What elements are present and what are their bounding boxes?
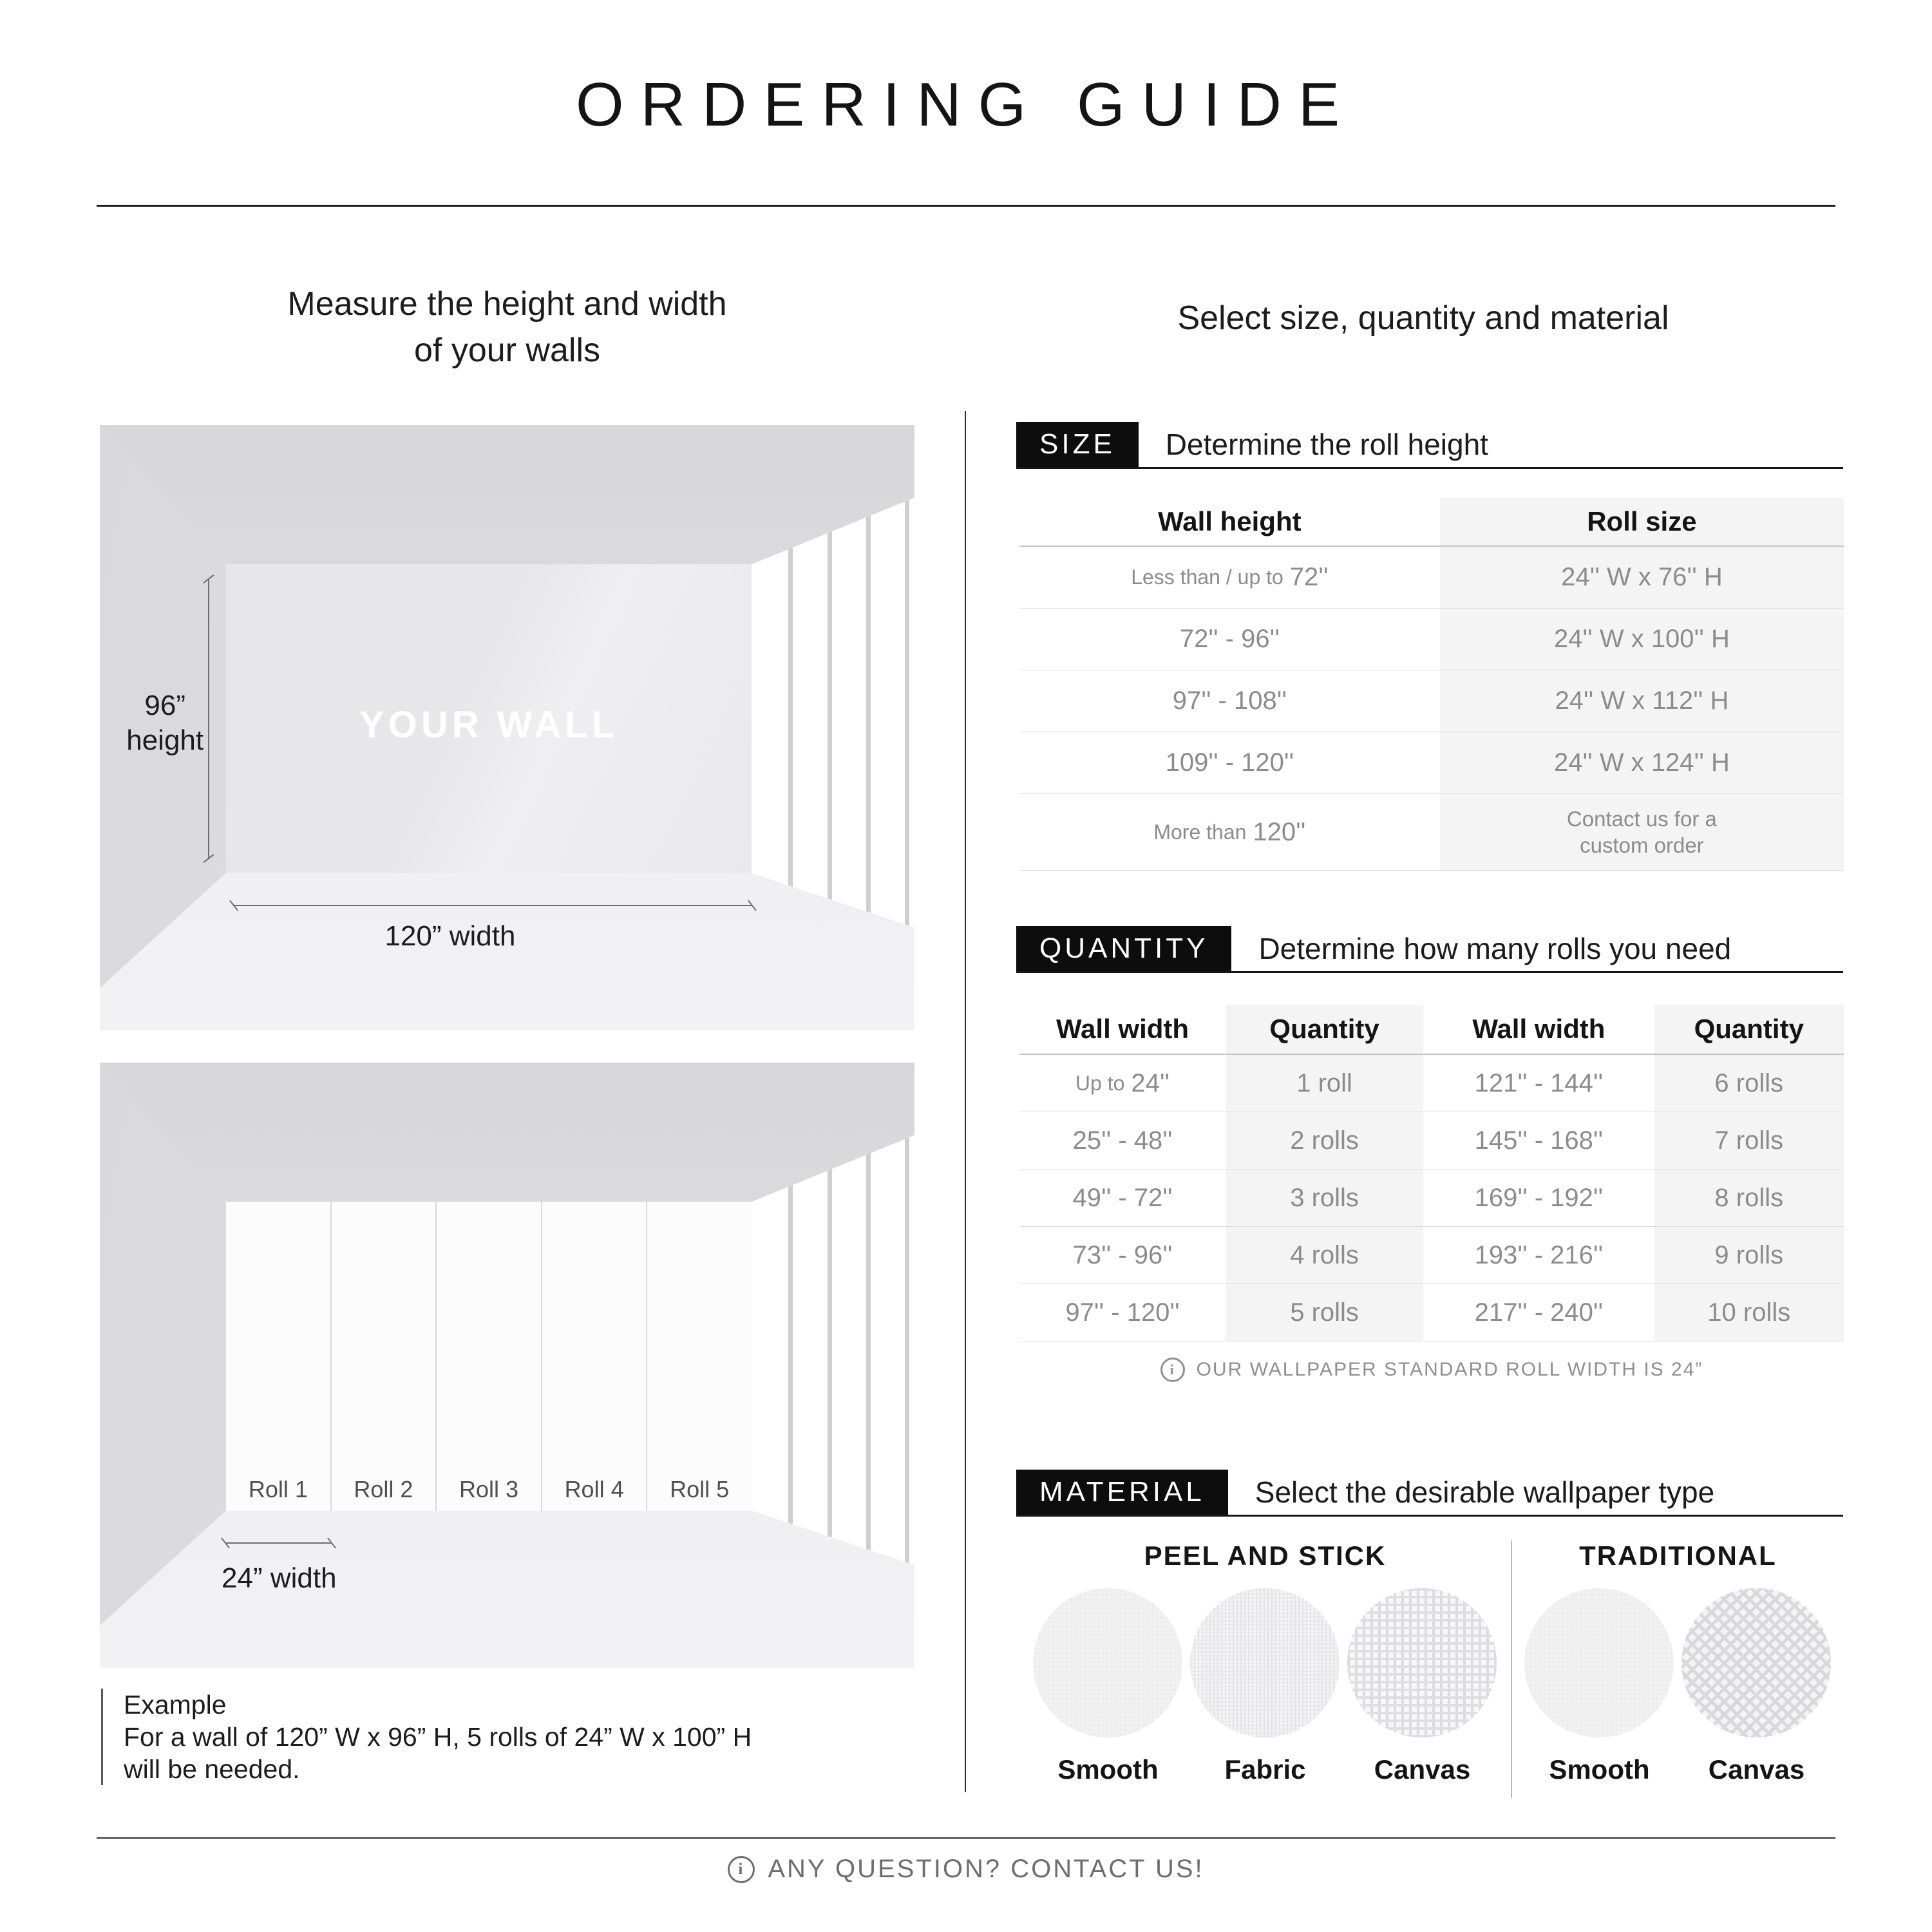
wall-width-cell: 169'' - 192''	[1474, 1183, 1604, 1212]
height-word: height	[126, 724, 204, 756]
swatch-label: Fabric	[1224, 1754, 1306, 1785]
room-illustration-measure	[100, 425, 914, 1030]
quantity-table-row	[1019, 1284, 1844, 1341]
roll-width-note	[1019, 1358, 1844, 1382]
quantity-table-row	[1019, 1055, 1844, 1112]
left-heading-line2: of your walls	[414, 332, 600, 369]
wall-height-cell: 97'' - 108''	[1172, 687, 1287, 715]
swatch-fabric-icon	[1190, 1588, 1340, 1738]
roll-panel	[647, 1202, 752, 1510]
wall-width-cell: Up to 24''	[1075, 1068, 1170, 1097]
wall-width-cell: 121'' - 144''	[1474, 1068, 1604, 1097]
quantity-table-header-row	[1019, 1005, 1844, 1055]
quantity-col-header: Quantity	[1654, 1005, 1844, 1054]
swatch-label-row	[1524, 1754, 1831, 1785]
material-group-title: TRADITIONAL	[1579, 1540, 1777, 1571]
swatch-label-row	[1033, 1754, 1497, 1785]
wall-width-cell: 97'' - 120''	[1065, 1298, 1180, 1327]
size-table-header-row	[1019, 498, 1844, 547]
quantity-cell: 5 rolls	[1226, 1284, 1423, 1341]
quantity-section-header	[1016, 926, 1843, 973]
window-mullion	[905, 1123, 909, 1577]
roll-width-note-text: OUR WALLPAPER STANDARD ROLL WIDTH IS 24”	[1196, 1359, 1703, 1380]
window-mullion	[866, 1123, 871, 1577]
wall-height-cell: 109'' - 120''	[1165, 748, 1294, 777]
page-title: ORDERING GUIDE	[575, 70, 1357, 139]
swatch-label: Smooth	[1057, 1754, 1159, 1785]
quantity-cell: 10 rolls	[1654, 1284, 1844, 1341]
info-icon: i	[728, 1856, 755, 1883]
size-table-row	[1019, 732, 1844, 794]
roll-size-cell: 24'' W x 124'' H	[1440, 732, 1844, 793]
roll-width-label: 24” width	[222, 1562, 337, 1594]
quantity-col-header: Wall width	[1472, 1014, 1605, 1044]
swatch-label: Canvas	[1708, 1754, 1805, 1785]
left-heading-line1: Measure the height and width	[287, 285, 727, 323]
window-mullion	[905, 486, 909, 940]
quantity-table-row	[1019, 1227, 1844, 1284]
right-column-heading: Select size, quantity and material	[1177, 299, 1669, 337]
swatch-label: Canvas	[1374, 1754, 1471, 1785]
roll-panel	[542, 1202, 648, 1510]
roll-panel-label: Roll 3	[459, 1475, 519, 1502]
roll-size-cell: Contact us for a custom order	[1440, 794, 1844, 870]
size-table	[1019, 498, 1844, 871]
material-group-title: PEEL AND STICK	[1144, 1540, 1387, 1571]
footer-note	[0, 1855, 1932, 1884]
roll-panel-label: Roll 5	[670, 1475, 730, 1502]
roll-panel-label: Roll 4	[564, 1475, 624, 1502]
wall-height-cell: Less than / up to 72''	[1131, 563, 1329, 591]
roll-panel-label: Roll 2	[354, 1475, 413, 1502]
roll-width-dimension-line	[226, 1542, 331, 1544]
size-col-wall-height: Wall height	[1158, 506, 1302, 536]
quantity-cell: 4 rolls	[1226, 1227, 1423, 1283]
height-dimension-label	[112, 688, 218, 758]
roll-panel-label: Roll 1	[248, 1475, 308, 1502]
quantity-cell: 2 rolls	[1226, 1112, 1423, 1169]
swatch-row	[1033, 1588, 1497, 1738]
material-group-traditional	[1512, 1540, 1844, 1798]
roll-size-cell: 24'' W x 112'' H	[1440, 670, 1844, 732]
wall-width-cell: 217'' - 240''	[1474, 1298, 1604, 1327]
size-col-roll-size: Roll size	[1440, 498, 1844, 545]
roll-size-cell: 24'' W x 76'' H	[1440, 547, 1844, 608]
roll-panel	[332, 1202, 437, 1510]
quantity-table	[1019, 1005, 1844, 1341]
material-section-header	[1016, 1470, 1843, 1517]
example-line2: will be needed.	[124, 1754, 300, 1784]
quantity-badge: QUANTITY	[1016, 926, 1231, 971]
footer-divider	[97, 1837, 1835, 1839]
swatch-row	[1524, 1588, 1831, 1738]
example-note	[101, 1689, 980, 1785]
quantity-col-header: Wall width	[1056, 1014, 1189, 1044]
wall-height-cell: 72'' - 96''	[1179, 625, 1280, 653]
wall-width-cell: 25'' - 48''	[1072, 1126, 1173, 1155]
roll-panel	[437, 1202, 542, 1510]
size-table-row	[1019, 609, 1844, 670]
size-section-title: Determine the roll height	[1165, 428, 1488, 461]
size-badge: SIZE	[1016, 422, 1139, 467]
your-wall-label: YOUR WALL	[359, 704, 619, 746]
width-dimension-line	[234, 905, 752, 906]
material-options	[1019, 1540, 1844, 1798]
quantity-section-title: Determine how many rolls you need	[1258, 932, 1732, 965]
left-column-heading	[100, 281, 914, 374]
material-group-peel-and-stick	[1019, 1540, 1512, 1798]
height-value: 96”	[144, 689, 185, 721]
footer-text: ANY QUESTION? CONTACT US!	[768, 1855, 1204, 1883]
roll-panels	[226, 1202, 752, 1510]
column-divider	[965, 411, 966, 1792]
roll-panel	[226, 1202, 332, 1510]
example-line1: For a wall of 120” W x 96” H, 5 rolls of 24” W x 100” H	[124, 1722, 752, 1752]
size-table-row	[1019, 670, 1844, 732]
room-illustration-rolls	[100, 1063, 914, 1668]
material-section-title: Select the desirable wallpaper type	[1255, 1475, 1715, 1509]
window-mullion	[788, 1123, 793, 1577]
size-section-header	[1016, 422, 1843, 469]
material-badge: MATERIAL	[1016, 1470, 1228, 1515]
quantity-table-row	[1019, 1112, 1844, 1170]
example-title: Example	[124, 1690, 227, 1719]
quantity-cell: 3 rolls	[1226, 1170, 1423, 1226]
window-mullion	[866, 486, 871, 940]
quantity-cell: 6 rolls	[1654, 1055, 1844, 1112]
swatch-smooth-icon	[1524, 1588, 1674, 1738]
swatch-smooth-icon	[1033, 1588, 1182, 1738]
window-mullion	[828, 486, 832, 940]
roll-size-cell: 24'' W x 100'' H	[1440, 609, 1844, 670]
wall-width-cell: 73'' - 96''	[1072, 1240, 1173, 1269]
width-dimension-label: 120” width	[384, 920, 516, 952]
window-mullion	[788, 486, 793, 940]
size-table-row	[1019, 547, 1844, 609]
quantity-cell: 8 rolls	[1654, 1170, 1844, 1226]
quantity-cell: 9 rolls	[1654, 1227, 1844, 1283]
swatch-label: Smooth	[1549, 1754, 1650, 1785]
wall-width-cell: 145'' - 168''	[1474, 1126, 1604, 1155]
swatch-canvas-icon	[1347, 1588, 1497, 1738]
wall-width-cell: 49'' - 72''	[1072, 1183, 1173, 1212]
wall-width-cell: 193'' - 216''	[1474, 1240, 1604, 1269]
swatch-canvas-icon	[1681, 1588, 1831, 1738]
size-table-row	[1019, 794, 1844, 871]
quantity-table-row	[1019, 1170, 1844, 1227]
quantity-cell: 1 roll	[1226, 1055, 1423, 1112]
wall-height-cell: More than 120''	[1153, 817, 1306, 846]
quantity-col-header: Quantity	[1226, 1005, 1423, 1054]
quantity-cell: 7 rolls	[1654, 1112, 1844, 1169]
info-icon: i	[1160, 1358, 1185, 1382]
title-divider	[97, 205, 1835, 207]
window-mullion	[828, 1123, 832, 1577]
